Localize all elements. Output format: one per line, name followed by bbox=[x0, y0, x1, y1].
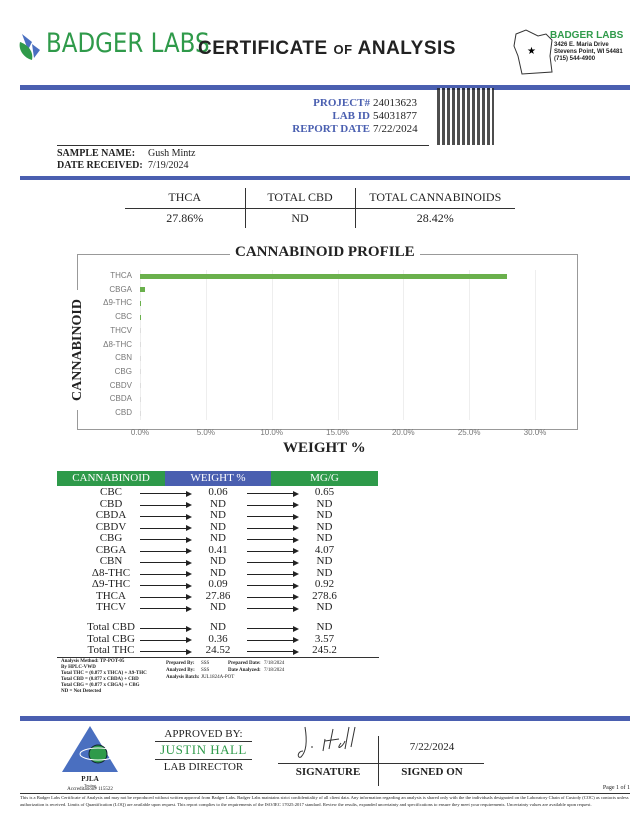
cannabinoid-name: CBG bbox=[99, 532, 123, 544]
sample-labels: SAMPLE NAME: DATE RECEIVED: bbox=[57, 148, 143, 171]
signed-date: 7/22/2024 bbox=[409, 741, 455, 753]
cannabinoid-name: CBD bbox=[99, 497, 123, 510]
accreditation-number: Accreditation# 115522 bbox=[67, 787, 113, 792]
gridline bbox=[403, 270, 404, 420]
arrow-icon bbox=[247, 608, 297, 609]
lab-address-1: 3426 E. Maria Drive bbox=[554, 42, 609, 48]
prep-values: SSS SSS JUL1824A-POT bbox=[201, 661, 235, 680]
signature-label: SIGNATURE bbox=[295, 766, 361, 778]
divider bbox=[278, 763, 484, 764]
cannabinoid-name: Total CBD bbox=[87, 621, 135, 633]
qr-code-icon bbox=[437, 88, 494, 145]
bar-CBDA bbox=[140, 397, 141, 402]
cannabinoid-name: THCA bbox=[96, 589, 126, 602]
y-tick-label: CBN bbox=[115, 353, 132, 363]
arrow-icon bbox=[140, 608, 190, 609]
x-tick-label: 25.0% bbox=[457, 428, 481, 437]
arrow-icon bbox=[247, 640, 297, 641]
cannabinoid-name: THCV bbox=[96, 601, 126, 613]
arrow-icon bbox=[247, 505, 297, 506]
x-tick-label: 10.0% bbox=[260, 428, 283, 437]
arrow-icon bbox=[247, 562, 297, 563]
arrow-icon bbox=[140, 551, 190, 552]
chart-xlabel: WEIGHT % bbox=[278, 440, 371, 457]
weight-value: ND bbox=[210, 509, 226, 521]
col-header-mgg: MG/G bbox=[271, 471, 378, 486]
arrow-icon bbox=[247, 628, 297, 629]
header-divider bbox=[20, 85, 630, 90]
weight-value: ND bbox=[210, 497, 226, 510]
chart-frame bbox=[77, 254, 578, 430]
lab-address-2: Stevens Point, WI 54481 bbox=[554, 49, 623, 55]
arrow-icon bbox=[140, 628, 190, 629]
chart-title: CANNABINOID PROFILE bbox=[230, 244, 420, 261]
chart-ylabel: CANNABINOID bbox=[70, 290, 86, 410]
y-tick-label: CBDA bbox=[109, 394, 132, 404]
mgg-value: 3.57 bbox=[314, 632, 335, 645]
mgg-value: 4.07 bbox=[314, 543, 335, 556]
gridline bbox=[272, 270, 273, 420]
divider bbox=[57, 145, 429, 146]
arrow-icon bbox=[247, 516, 297, 517]
divider bbox=[57, 657, 379, 658]
arrow-icon bbox=[140, 574, 190, 575]
page-number: Page 1 of 1 bbox=[602, 785, 630, 791]
y-tick-label: THCA bbox=[110, 271, 132, 280]
y-tick-label: Δ8-THC bbox=[103, 339, 132, 349]
y-tick-label: CBGA bbox=[109, 284, 132, 294]
arrow-icon bbox=[140, 539, 190, 540]
arrow-icon bbox=[140, 493, 190, 494]
arrow-icon bbox=[140, 640, 190, 641]
cannabinoid-name: CBC bbox=[99, 486, 122, 498]
weight-value: ND bbox=[210, 532, 226, 544]
cannabinoid-name: CBGA bbox=[95, 543, 127, 556]
arrow-icon bbox=[140, 597, 190, 598]
mgg-value: ND bbox=[316, 621, 333, 633]
y-tick-label: CBDV bbox=[109, 380, 132, 390]
x-tick-label: 15.0% bbox=[326, 428, 349, 437]
date-values: 7/18/2024 7/18/2024 bbox=[264, 661, 285, 673]
footer-divider bbox=[20, 716, 630, 721]
x-tick-label: 5.0% bbox=[196, 428, 215, 437]
weight-value: ND bbox=[210, 601, 226, 613]
gridline bbox=[535, 270, 536, 420]
pjla-label: PJLA bbox=[81, 775, 99, 783]
arrow-icon bbox=[247, 651, 297, 652]
brand-logo-text: BADGER LABS bbox=[46, 28, 210, 59]
svg-text:★: ★ bbox=[527, 46, 536, 57]
document-title: CERTIFICATE OF ANALYSIS bbox=[198, 38, 456, 59]
lab-name: BADGER LABS bbox=[550, 30, 624, 41]
bar-CBG bbox=[140, 369, 141, 374]
bar-Δ9-THC bbox=[140, 301, 141, 306]
arrow-icon bbox=[140, 651, 190, 652]
arrow-icon bbox=[247, 574, 297, 575]
pjla-accreditation-logo-icon bbox=[60, 724, 120, 774]
weight-value: 0.06 bbox=[208, 486, 228, 498]
cannabinoid-name: CBDA bbox=[95, 509, 127, 521]
mgg-value: ND bbox=[316, 532, 333, 544]
weight-value: 0.36 bbox=[208, 632, 228, 645]
col-header-cannabinoid: CANNABINOID bbox=[57, 471, 165, 486]
bar-Δ8-THC bbox=[140, 342, 141, 347]
approver-name: JUSTIN HALL bbox=[160, 742, 247, 757]
disclaimer: This is a Badger Labs Certificate of Analysis and may not be reproduced without written approval from Badger Labs. Badger Labs maintains strict confidentiality of all client data. Any information regarding an analysis is shared only with the the individuals designated on the Laboratory Chain of Custody (COC) as contacts unless authorization is received. Limits of Quantification (LOQ) are available upon request. This report complies to the requirements of the ISO/IEC 17025:2017 standard. Review the results, expanded uncertainty and specifications to ensure they meet your requirements. Uncertainty values are available upon request. bbox=[20, 795, 629, 807]
bar-CBDV bbox=[140, 383, 141, 388]
arrow-icon bbox=[140, 562, 190, 563]
section-divider bbox=[20, 176, 630, 180]
mgg-value: 278.6 bbox=[312, 589, 337, 602]
divider bbox=[378, 736, 379, 786]
cannabinoid-name: Δ9-THC bbox=[91, 578, 131, 590]
col-header-weight: WEIGHT % bbox=[165, 471, 271, 486]
bar-CBGA bbox=[140, 287, 145, 292]
cannabinoid-name: CBDV bbox=[95, 520, 127, 533]
arrow-icon bbox=[247, 539, 297, 540]
arrow-icon bbox=[247, 551, 297, 552]
mgg-value: ND bbox=[316, 555, 333, 567]
mgg-value: ND bbox=[316, 509, 333, 521]
lab-phone: (715) 544-4900 bbox=[554, 56, 596, 62]
mgg-value: 0.92 bbox=[314, 578, 335, 590]
gridline bbox=[206, 270, 207, 420]
pjla-sub: Testing bbox=[84, 783, 96, 788]
weight-value: ND bbox=[210, 566, 226, 579]
bar-CBN bbox=[140, 356, 141, 361]
cannabinoid-name: CBN bbox=[99, 555, 123, 567]
bar-THCV bbox=[140, 328, 141, 333]
y-tick-label: THCV bbox=[110, 325, 132, 335]
x-tick-label: 20.0% bbox=[391, 428, 415, 437]
bar-CBC bbox=[140, 315, 141, 320]
gridline bbox=[469, 270, 470, 420]
bar-CBD bbox=[140, 411, 141, 416]
weight-value: 24.52 bbox=[205, 644, 231, 656]
weight-value: ND bbox=[210, 520, 226, 533]
method-notes: Analysis Method: TP-POT-05 By HPLC-VWD Total THC = (0.877 x THCA) + Δ9-THC Total CBD = (0.877 x CBDA) + CBD Total CBG = (0.877 x CBGA) + CBG ND = Not Detected bbox=[61, 659, 147, 694]
date-labels: Prepared Date: Date Analyzed: bbox=[228, 661, 261, 673]
signature-image bbox=[295, 725, 365, 761]
divider bbox=[155, 759, 252, 760]
y-tick-label: CBC bbox=[115, 312, 132, 322]
weight-value: 0.41 bbox=[208, 543, 228, 556]
cannabinoid-name: Δ8-THC bbox=[91, 566, 131, 579]
arrow-icon bbox=[140, 528, 190, 529]
mgg-value: 245.2 bbox=[312, 644, 337, 656]
arrow-icon bbox=[247, 493, 297, 494]
badger-labs-leaf-logo-icon bbox=[18, 32, 42, 62]
prep-labels: Prepared By: Analyzed By: Analysis Batch: bbox=[166, 661, 200, 680]
x-tick-label: 0.0% bbox=[130, 428, 150, 437]
bar-THCA bbox=[140, 274, 507, 279]
mgg-value: ND bbox=[316, 566, 333, 579]
arrow-icon bbox=[140, 585, 190, 586]
meta-values: 24013623 54031877 7/22/2024 bbox=[373, 97, 418, 135]
arrow-icon bbox=[247, 528, 297, 529]
sample-values: Gush Mintz 7/19/2024 bbox=[148, 148, 196, 171]
weight-value: ND bbox=[210, 621, 226, 633]
cannabinoid-name: Total THC bbox=[87, 644, 135, 656]
arrow-icon bbox=[247, 597, 297, 598]
divider bbox=[20, 793, 630, 794]
approver-role: LAB DIRECTOR bbox=[163, 761, 244, 773]
mgg-value: ND bbox=[316, 601, 333, 613]
gridline bbox=[338, 270, 339, 420]
weight-value: ND bbox=[210, 555, 226, 567]
x-tick-label: 30.0% bbox=[523, 428, 547, 437]
summary-table: THCA TOTAL CBD TOTAL CANNABINOIDS 27.86% ND 28.42% bbox=[125, 188, 515, 228]
arrow-icon bbox=[247, 585, 297, 586]
weight-value: 27.86 bbox=[205, 589, 231, 602]
mgg-value: ND bbox=[316, 520, 333, 533]
meta-labels: PROJECT# LAB ID REPORT DATE bbox=[292, 97, 370, 135]
y-tick-label: Δ9-THC bbox=[103, 298, 132, 308]
cannabinoid-name: Total CBG bbox=[87, 632, 135, 645]
y-tick-label: CBG bbox=[114, 366, 132, 376]
mgg-value: 0.65 bbox=[314, 486, 335, 498]
arrow-icon bbox=[140, 505, 190, 506]
weight-value: 0.09 bbox=[208, 578, 228, 590]
signed-on-label: SIGNED ON bbox=[401, 766, 463, 778]
mgg-value: ND bbox=[316, 497, 333, 510]
arrow-icon bbox=[140, 516, 190, 517]
y-tick-label: CBD bbox=[115, 408, 132, 417]
approved-by-label: APPROVED BY: bbox=[164, 728, 243, 740]
